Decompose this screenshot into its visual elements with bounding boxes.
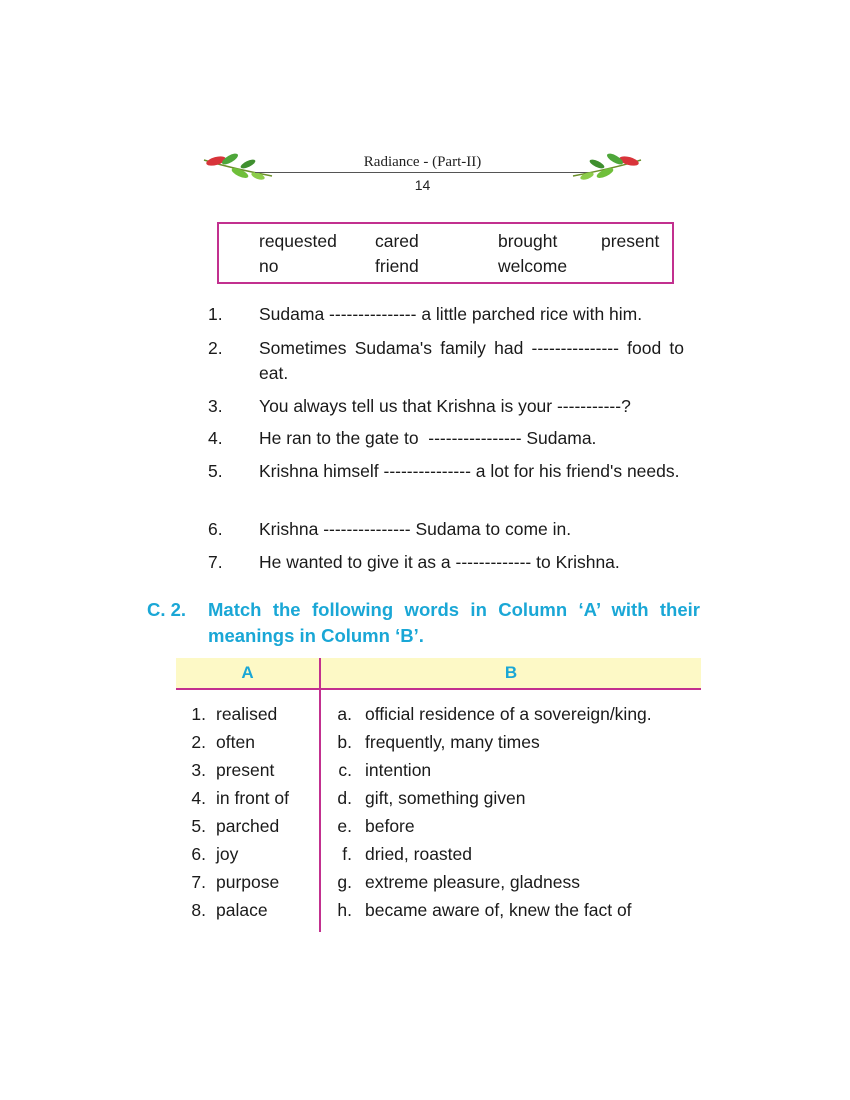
item-number: 7. [191, 872, 206, 892]
item-word: parched [216, 816, 280, 836]
item-letter: h. [337, 900, 352, 920]
item-word: purpose [216, 872, 280, 892]
section-instruction: Match the following words in Column ‘A’ with their meanings in Column ‘B’. [208, 599, 700, 646]
list-item [321, 868, 701, 896]
item-letter: f. [342, 844, 352, 864]
list-item [176, 812, 319, 840]
question-text: He ran to the gate to ---------------- Sudama. [259, 428, 597, 448]
item-letter: d. [337, 788, 352, 808]
item-word: realised [216, 704, 278, 724]
question-text: Sometimes Sudama's family had --------------- food to eat. [259, 338, 684, 383]
question-number: 7. [208, 552, 223, 572]
item-number: 8. [191, 900, 206, 920]
word-bank-box [217, 222, 674, 284]
item-letter: e. [337, 816, 352, 836]
item-number: 6. [191, 844, 206, 864]
item-meaning: frequently, many times [365, 732, 540, 752]
word-bank-item: present [601, 231, 660, 251]
question-number: 5. [208, 461, 223, 481]
page-header [200, 150, 645, 200]
item-number: 2. [191, 732, 206, 752]
item-word: present [216, 760, 275, 780]
item-meaning: dried, roasted [365, 844, 473, 864]
item-meaning: gift, something given [365, 788, 526, 808]
list-item [176, 868, 319, 896]
list-item [321, 700, 701, 728]
column-a-cell [176, 689, 320, 932]
header-rule [255, 172, 590, 173]
list-item [321, 896, 701, 924]
column-b-header: B [320, 658, 701, 689]
list-item [321, 812, 701, 840]
list-item [176, 728, 319, 756]
column-b-list [321, 690, 701, 932]
item-number: 5. [191, 816, 206, 836]
word-bank-item: brought [498, 231, 558, 251]
list-item [176, 756, 319, 784]
question-number: 2. [208, 338, 223, 358]
list-item [321, 840, 701, 868]
item-letter: c. [338, 760, 352, 780]
question-number: 4. [208, 428, 223, 448]
item-meaning: became aware of, knew the fact of [365, 900, 632, 920]
item-number: 4. [191, 788, 206, 808]
question-text: Krishna himself --------------- a lot for his friend's needs. [259, 461, 680, 481]
word-bank-item: requested [259, 231, 337, 251]
list-item [176, 700, 319, 728]
leaf-sprig-icon [570, 150, 645, 186]
item-number: 3. [191, 760, 206, 780]
question-number: 1. [208, 304, 223, 324]
question-number: 6. [208, 519, 223, 539]
page-number: 14 [414, 177, 431, 193]
item-number: 1. [191, 704, 206, 724]
question-text: Krishna --------------- Sudama to come in. [259, 519, 572, 539]
list-item [176, 784, 319, 812]
list-item [321, 784, 701, 812]
question-text: Sudama --------------- a little parched rice with him. [259, 304, 643, 324]
column-a-list [176, 690, 319, 932]
item-word: in front of [216, 788, 289, 808]
match-table [176, 658, 701, 932]
item-letter: g. [337, 872, 352, 892]
question-text: You always tell us that Krishna is your -----------? [259, 396, 631, 416]
word-bank-item: friend [375, 256, 419, 276]
item-meaning: official residence of a sovereign/king. [365, 704, 652, 724]
item-meaning: before [365, 816, 415, 836]
item-meaning: extreme pleasure, gladness [365, 872, 580, 892]
word-bank-item: cared [375, 231, 419, 251]
list-item [176, 896, 319, 924]
column-a-header: A [176, 658, 320, 689]
section-number: C. 2. [147, 599, 187, 620]
word-bank-item: welcome [498, 256, 568, 276]
item-meaning: intention [365, 760, 432, 780]
question-number: 3. [208, 396, 223, 416]
list-item [321, 728, 701, 756]
list-item [321, 756, 701, 784]
item-letter: b. [337, 732, 352, 752]
question-text: He wanted to give it as a ------------- to Krishna. [259, 552, 620, 572]
word-bank-item: no [259, 256, 279, 276]
column-b-cell [320, 689, 701, 932]
item-word: often [216, 732, 255, 752]
item-word: joy [216, 844, 239, 864]
item-word: palace [216, 900, 268, 920]
item-letter: a. [337, 704, 352, 724]
header-title: Radiance - (Part-II) [363, 154, 482, 170]
list-item [176, 840, 319, 868]
